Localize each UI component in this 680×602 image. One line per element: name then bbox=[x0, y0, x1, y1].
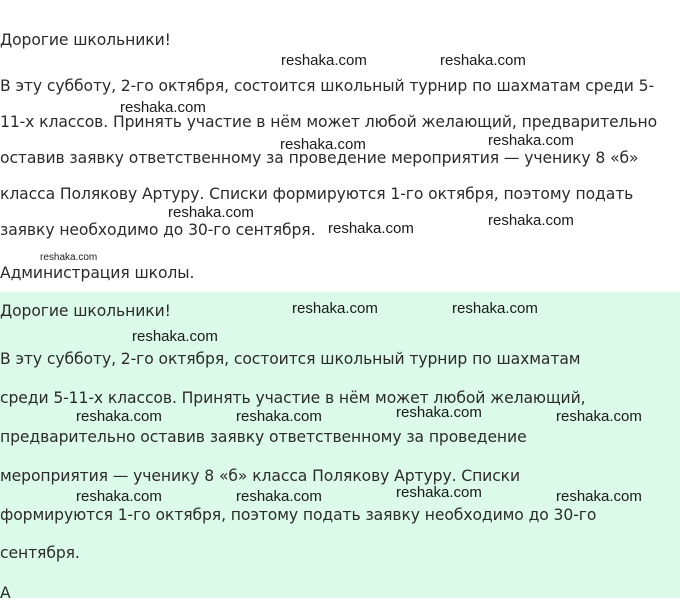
highlighted-text-block bbox=[0, 292, 680, 602]
watermark: reshaka.com bbox=[236, 488, 322, 505]
watermark: reshaka.com bbox=[236, 408, 322, 425]
watermark: reshaka.com bbox=[292, 300, 378, 317]
paragraph-line: мероприятия — ученику 8 «б» класса Полякову Артуру. Списки bbox=[0, 467, 521, 485]
watermark: reshaka.com bbox=[396, 484, 482, 501]
watermark: reshaka.com bbox=[168, 204, 254, 221]
paragraph-line: сентября. bbox=[0, 544, 80, 562]
watermark: reshaka.com bbox=[132, 328, 218, 345]
watermark: reshaka.com bbox=[440, 52, 526, 69]
watermark: reshaka.com bbox=[328, 220, 414, 237]
watermark: reshaka.com bbox=[280, 136, 366, 153]
paragraph-line: оставив заявку ответственному за проведение мероприятия — ученику 8 «б» bbox=[0, 149, 639, 167]
paragraph-line: формируются 1-го октября, поэтому подать заявку необходимо до 30-го bbox=[0, 506, 597, 524]
paragraph-line: В эту субботу, 2-го октября, состоится школьный турнир по шахматам bbox=[0, 350, 581, 368]
watermark: reshaka.com bbox=[76, 488, 162, 505]
paragraph-line: среди 5-11-х классов. Принять участие в нём может любой желающий, bbox=[0, 389, 586, 407]
watermark: reshaka.com bbox=[488, 132, 574, 149]
watermark: reshaka.com bbox=[556, 408, 642, 425]
watermark: reshaka.com bbox=[488, 212, 574, 229]
watermark: reshaka.com bbox=[40, 252, 98, 263]
paragraph-line: предварительно оставив заявку ответственному за проведение bbox=[0, 428, 527, 446]
signature-partial: А bbox=[0, 584, 11, 602]
watermark: reshaka.com bbox=[76, 408, 162, 425]
watermark: reshaka.com bbox=[120, 99, 206, 116]
paragraph-line: В эту субботу, 2-го октября, состоится школьный турнир по шахматам среди 5- bbox=[0, 77, 654, 95]
watermark: reshaka.com bbox=[281, 52, 367, 69]
watermark: reshaka.com bbox=[452, 300, 538, 317]
greeting: Дорогие школьники! bbox=[0, 31, 171, 49]
paragraph-line: 11-х классов. Принять участие в нём может любой желающий, предварительно bbox=[0, 113, 658, 131]
signature: Администрация школы. bbox=[0, 264, 195, 282]
paragraph-line: класса Полякову Артуру. Списки формируются 1-го октября, поэтому подать bbox=[0, 185, 634, 203]
watermark: reshaka.com bbox=[396, 404, 482, 421]
greeting: Дорогие школьники! bbox=[0, 302, 171, 320]
watermark: reshaka.com bbox=[556, 488, 642, 505]
paragraph-line: заявку необходимо до 30-го сентября. bbox=[0, 221, 316, 239]
